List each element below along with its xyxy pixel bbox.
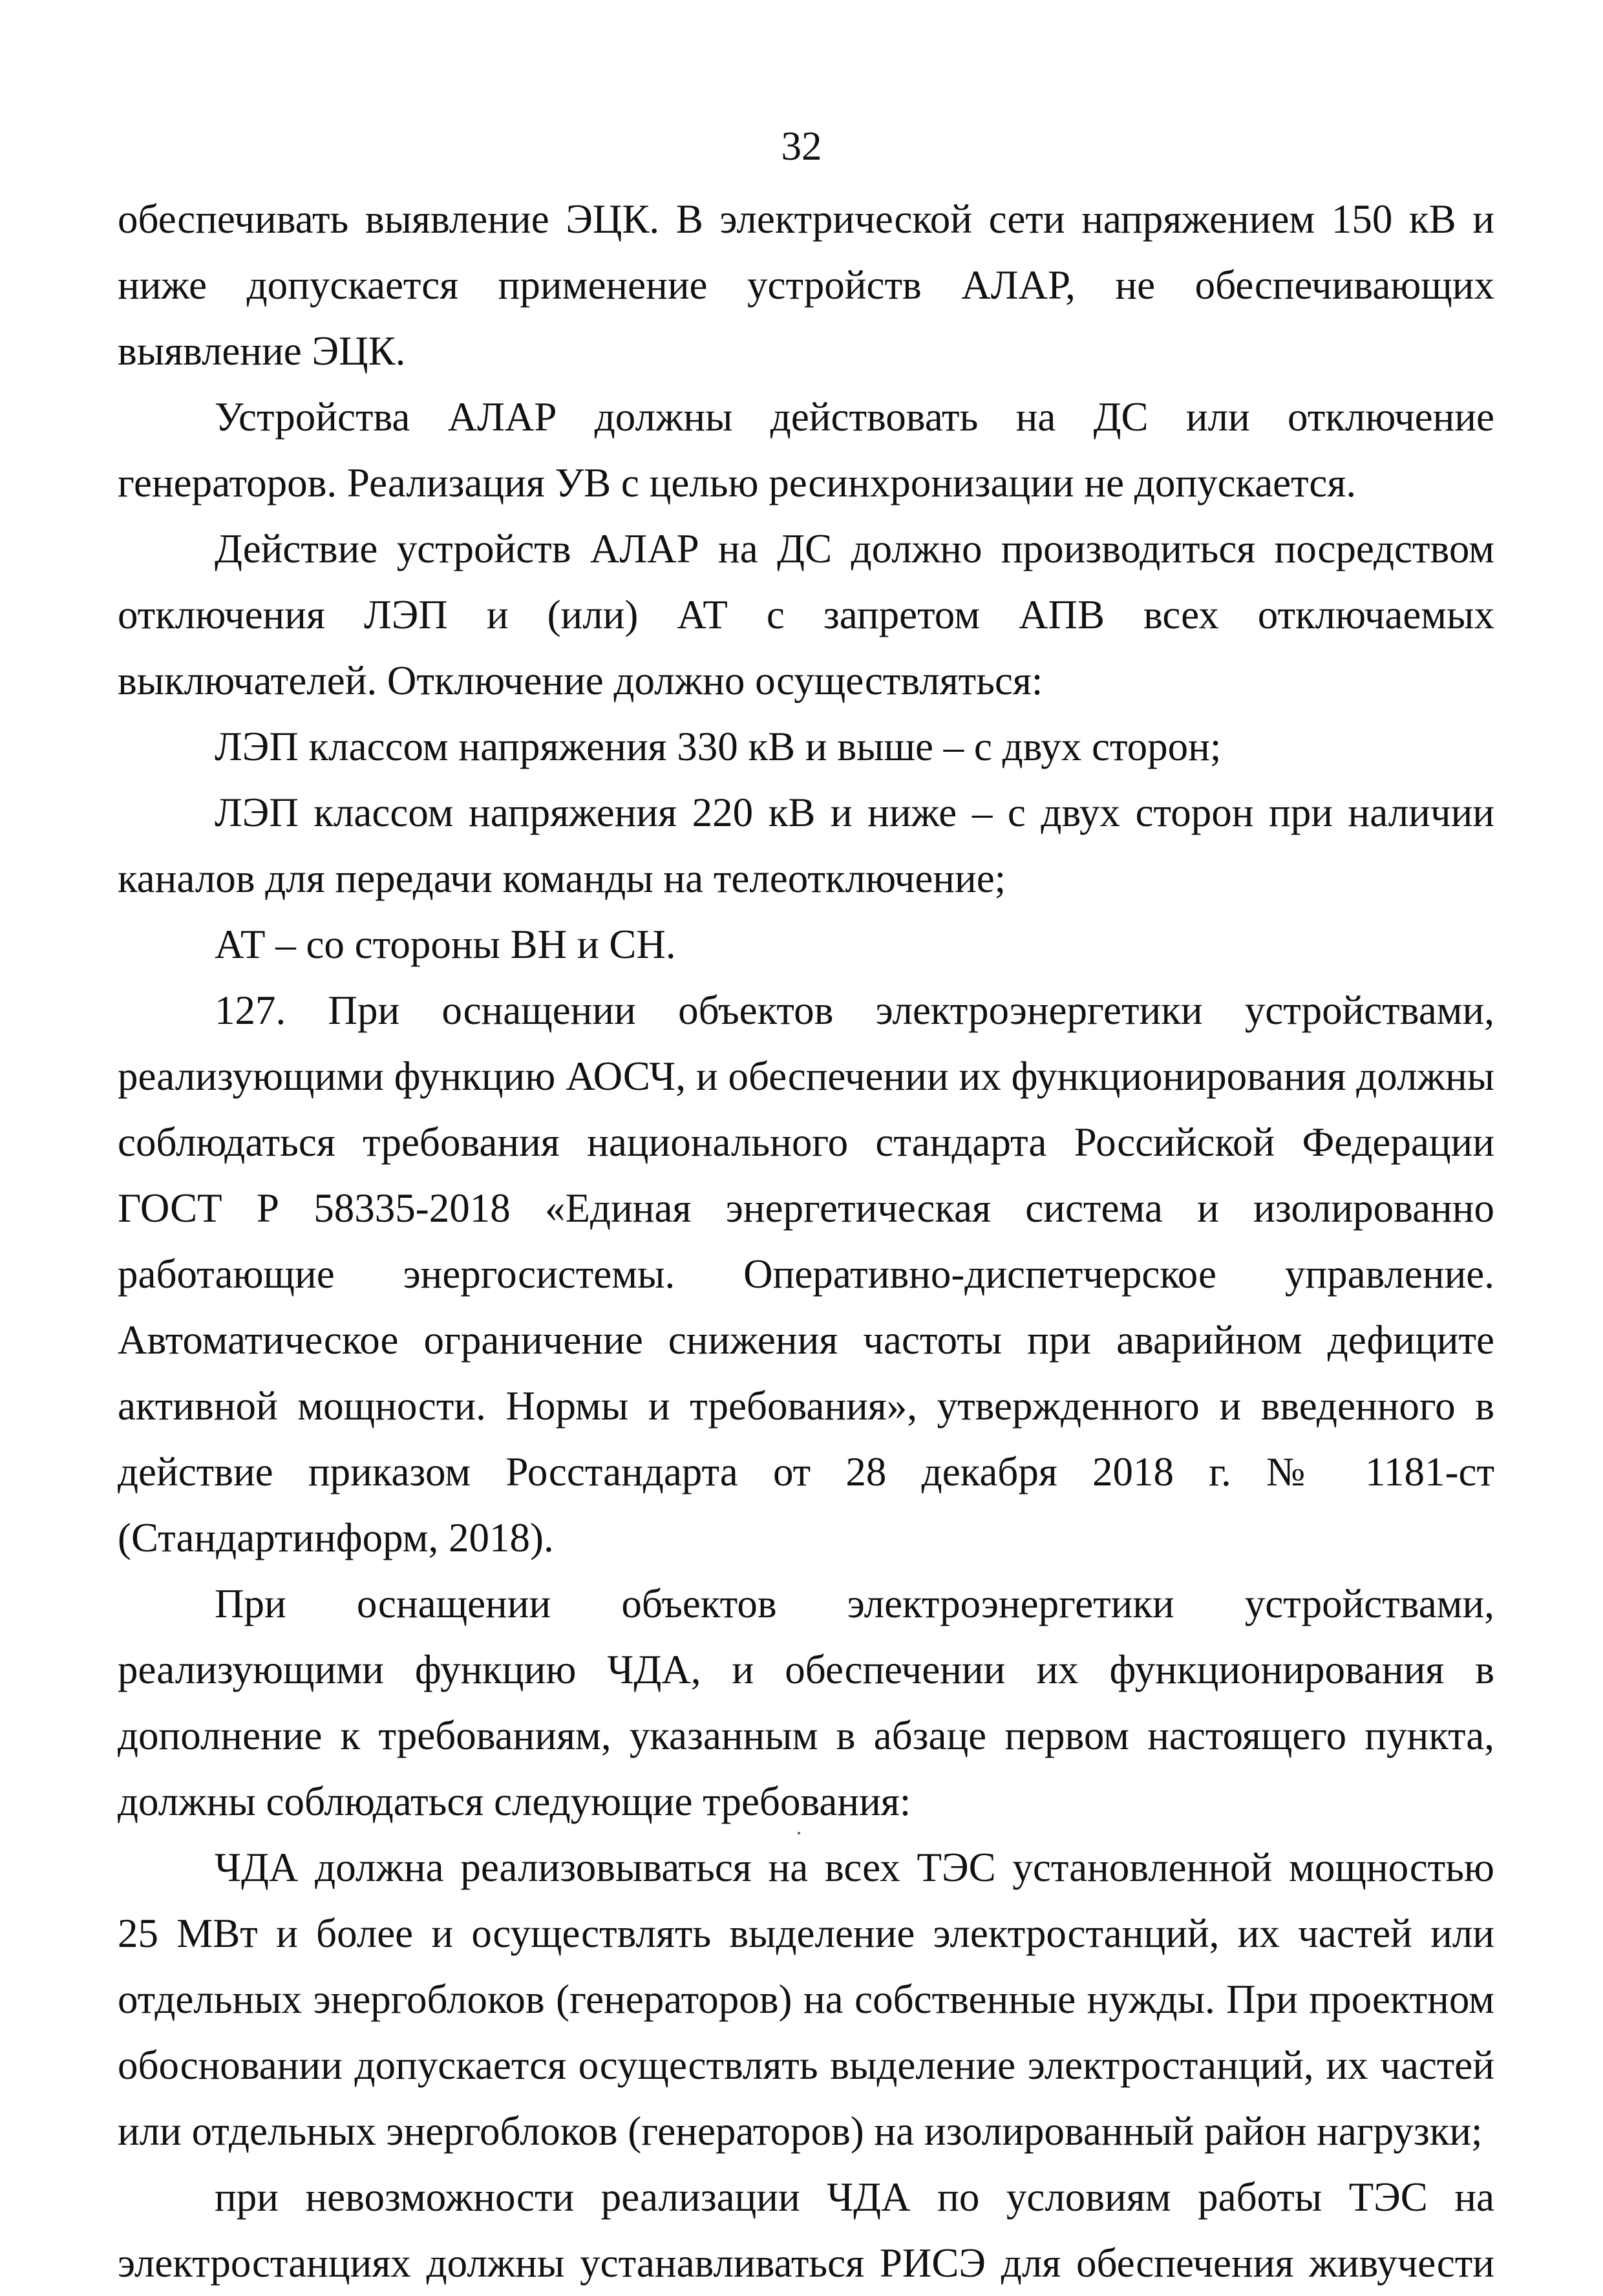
paragraph-lep-220: ЛЭП классом напряжения 220 кВ и ниже – с двух сторон при наличии каналов для передачи команды на телеотключение; bbox=[118, 790, 1494, 901]
paragraph-alar-ds: Действие устройств АЛАР на ДС должно производиться посредством отключения ЛЭП и (или) АТ с запретом АПВ всех отключаемых выключателей. Отключение должно осуществляться: bbox=[118, 526, 1494, 703]
paragraph-continuation-ecd: обеспечивать выявление ЭЦК. В электрической сети напряжением 150 кВ и ниже допускается применение устройств АЛАР, не обеспечивающих выявление ЭЦК. bbox=[118, 197, 1494, 374]
paragraph-127-aosch: 127. При оснащении объектов электроэнергетики устройствами, реализующими функцию АОСЧ, и обеспечении их функционирования должны соблюдаться требования национального стандарта Российской Федерации ГОСТ Р 58335-2018 «Единая энергетическая система и изолированно работающие энергосистемы. Оперативно-диспетчерское управление. Автоматическое ограничение снижения частоты при аварийном дефиците активной мощности. Нормы и требования», утвержденного и введенного в действие приказом Росстандарта от 28 декабря 2018 г. № 1181-ст (Стандартинформ, 2018). bbox=[118, 988, 1494, 1560]
paragraph-at: АТ – со стороны ВН и СН. bbox=[215, 922, 676, 967]
body-text bbox=[118, 186, 1494, 2296]
page-number: 32 bbox=[781, 123, 822, 169]
paragraph-cda-tes: ЧДА должна реализовываться на всех ТЭС установленной мощностью 25 МВт и более и осуществлять выделение электростанций, их частей или отдельных энергоблоков (генераторов) на собственные нужды. При проектном обосновании допускается осуществлять выделение электростанций, их частей или отдельных энергоблоков (генераторов) на изолированный район нагрузки; bbox=[118, 1845, 1494, 2154]
scan-speck bbox=[798, 1832, 800, 1834]
paragraph-cda-requirements: При оснащении объектов электроэнергетики устройствами, реализующими функцию ЧДА, и обеспечении их функционирования в дополнение к требованиям, указанным в абзаце первом настоящего пункта, должны соблюдаться следующие требования: bbox=[118, 1581, 1494, 1824]
paragraph-alar-action: Устройства АЛАР должны действовать на ДС или отключение генераторов. Реализация УВ с целью ресинхронизации не допускается. bbox=[118, 394, 1494, 505]
paragraph-rise: при невозможности реализации ЧДА по условиям работы ТЭС на электростанциях должны устанавливаться РИСЭ для обеспечения живучести bbox=[118, 2174, 1494, 2286]
paragraph-lep-330: ЛЭП классом напряжения 330 кВ и выше – с двух сторон; bbox=[215, 724, 1222, 769]
